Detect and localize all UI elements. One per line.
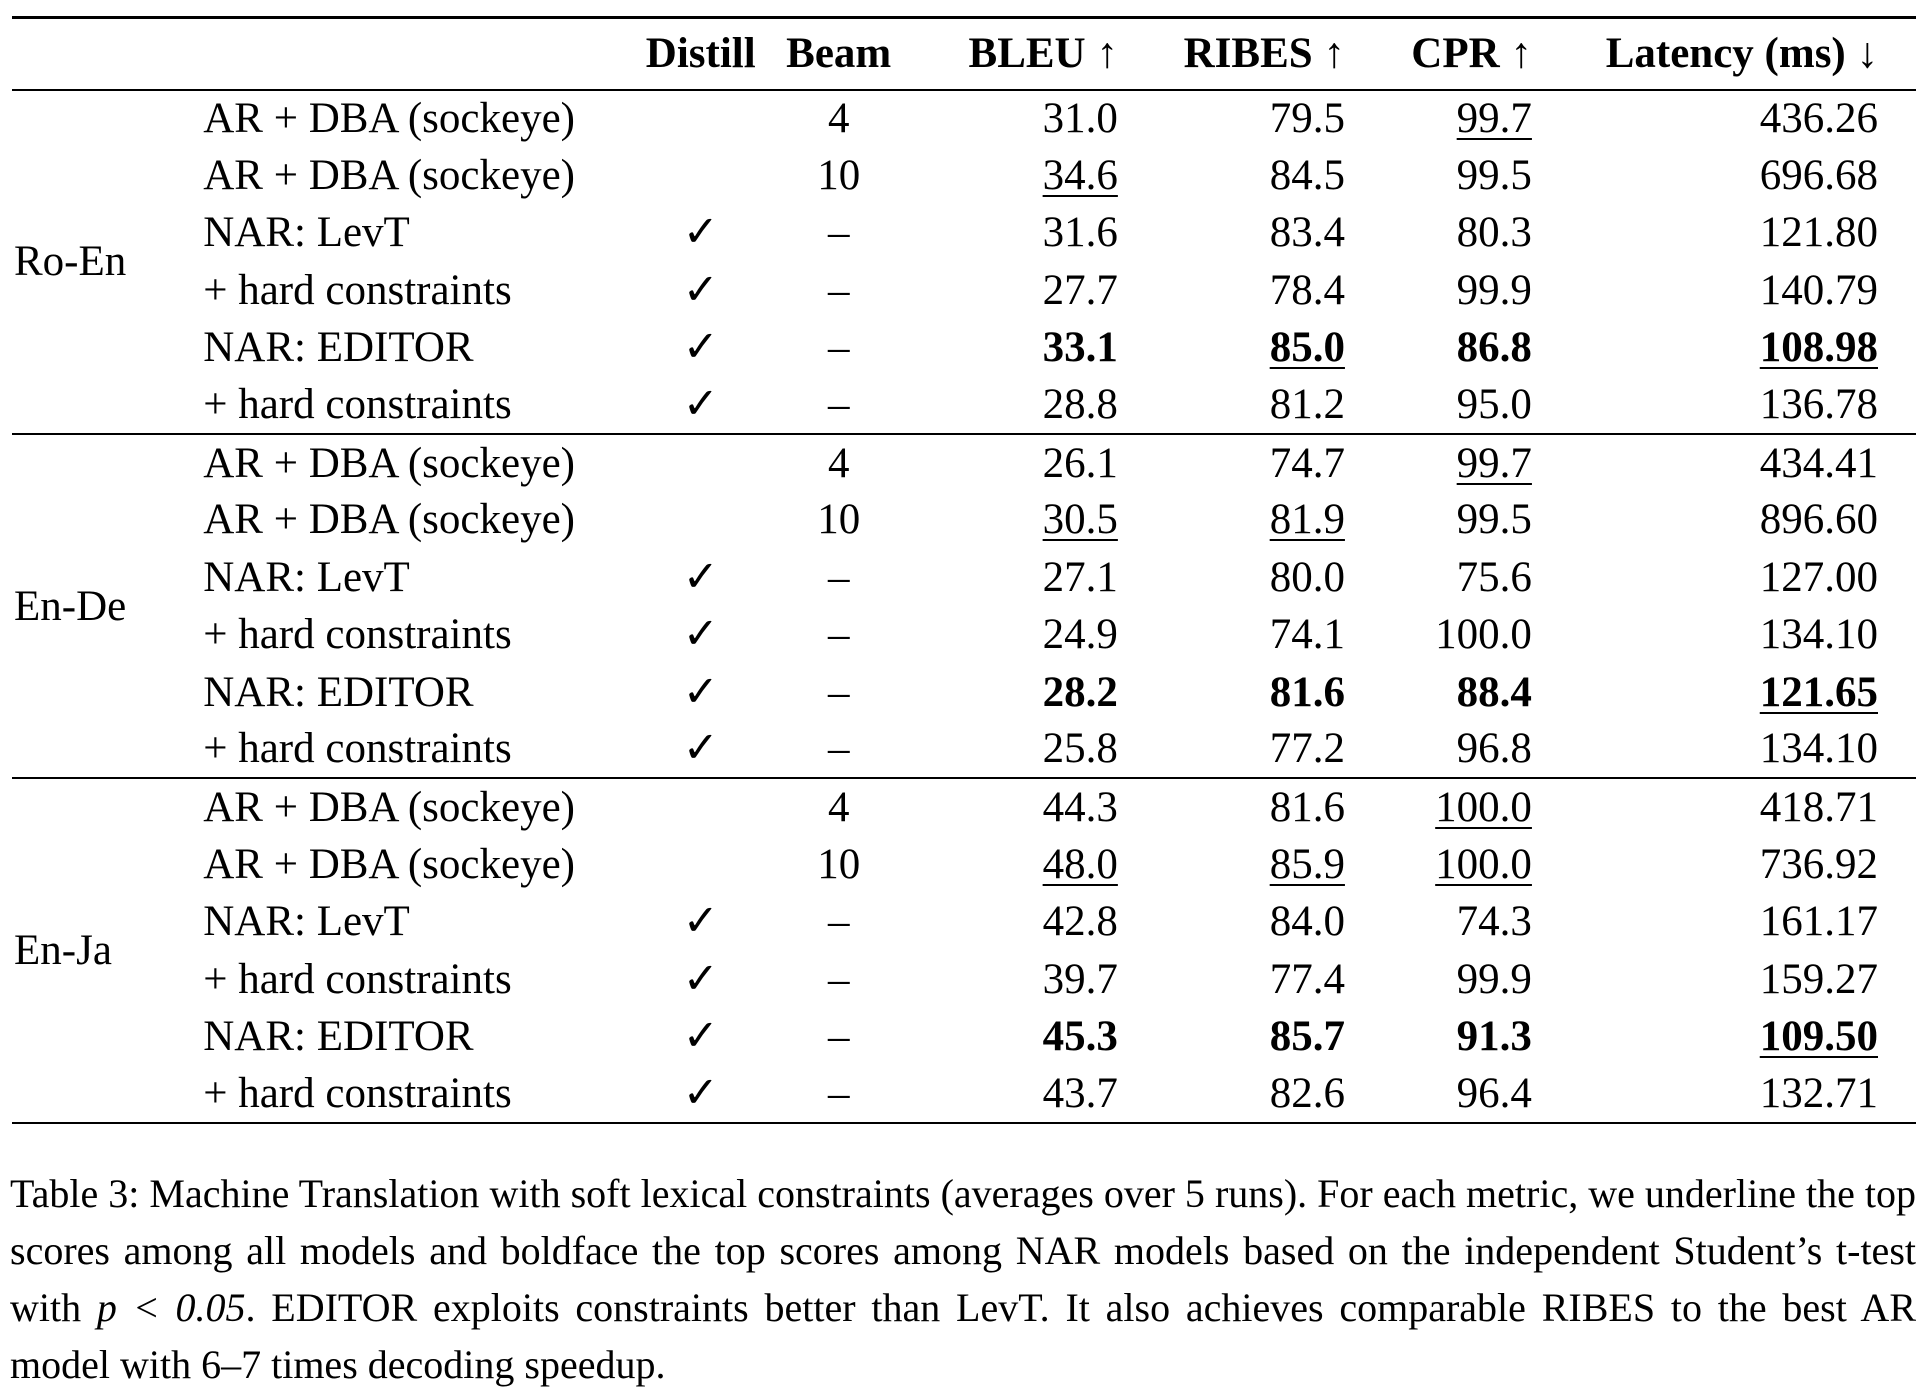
cell-cpr-value: 100.0 (1435, 783, 1532, 831)
cell-ribes (1130, 90, 1357, 147)
cell-model: AR + DBA (sockeye) (203, 439, 575, 487)
cell-latency-value: 896.60 (1759, 496, 1878, 544)
cell-bleu-value: 24.9 (1042, 611, 1118, 659)
cell-beam-value: 4 (827, 783, 850, 831)
cell-beam-value: 10 (817, 496, 861, 544)
cell-beam (764, 376, 913, 433)
cell-ribes-value: 81.6 (1269, 783, 1345, 831)
cell-beam (764, 434, 913, 491)
cell-ribes-value: 85.7 (1269, 1012, 1345, 1060)
header-model (201, 18, 637, 90)
cell-beam-value: – (827, 381, 850, 429)
cell-cpr (1357, 663, 1544, 720)
cell-ribes-value: 77.2 (1269, 725, 1345, 773)
cell-cpr (1357, 1065, 1544, 1122)
cell-ribes-value: 81.9 (1269, 496, 1345, 544)
table-row (12, 90, 1916, 147)
cell-latency (1544, 1008, 1916, 1065)
cell-distill-value: ✓ (682, 1069, 719, 1117)
cell-beam-value: – (827, 209, 850, 257)
cell-ribes-value: 77.4 (1269, 955, 1345, 1003)
cell-beam-value: – (827, 324, 850, 372)
cell-latency (1544, 204, 1916, 261)
cell-distill-value: ✓ (682, 381, 719, 429)
table-group-ro-en (12, 90, 1916, 434)
cell-cpr-value: 99.5 (1456, 496, 1532, 544)
table-row (12, 204, 1916, 261)
table-row (12, 721, 1916, 778)
cell-bleu (913, 1065, 1130, 1122)
cell-beam-value: – (827, 553, 850, 601)
cell-ribes (1130, 1008, 1357, 1065)
cell-distill (637, 491, 764, 548)
cell-bleu (913, 721, 1130, 778)
cell-bleu-value: 27.7 (1042, 266, 1118, 314)
cell-latency-value: 134.10 (1759, 725, 1878, 773)
cell-latency-value: 159.27 (1759, 955, 1878, 1003)
cell-bleu-value: 39.7 (1042, 955, 1118, 1003)
cell-distill-value: ✓ (682, 266, 719, 314)
table-row (12, 1065, 1916, 1122)
cell-beam-value: – (827, 898, 850, 946)
results-table (12, 16, 1916, 1124)
cell-beam (764, 836, 913, 893)
cell-distill-value: ✓ (682, 668, 719, 716)
cell-beam-value: 4 (827, 439, 850, 487)
cell-ribes (1130, 262, 1357, 319)
cell-model: AR + DBA (sockeye) (203, 496, 575, 544)
cell-ribes (1130, 663, 1357, 720)
cell-cpr (1357, 204, 1544, 261)
cell-ribes-value: 80.0 (1269, 553, 1345, 601)
cell-latency-value: 736.92 (1759, 840, 1878, 888)
cell-cpr-value: 91.3 (1456, 1012, 1532, 1060)
cell-latency-value: 140.79 (1759, 266, 1878, 314)
cell-ribes (1130, 1065, 1357, 1122)
cell-beam (764, 204, 913, 261)
language-pair-label: En-De (14, 582, 127, 630)
cell-distill (637, 1065, 764, 1122)
cell-distill (637, 376, 764, 433)
header-beam: Beam (786, 30, 892, 78)
cell-distill-value: ✓ (682, 209, 719, 257)
cell-distill-value: ✓ (682, 898, 719, 946)
table-header (12, 18, 1916, 90)
cell-distill (637, 204, 764, 261)
cell-latency-value: 134.10 (1759, 611, 1878, 659)
cell-beam-value: – (827, 1069, 850, 1117)
cell-beam (764, 778, 913, 835)
cell-beam-value: 10 (817, 840, 861, 888)
header-cpr: CPR ↑ (1411, 30, 1532, 78)
table-caption (10, 1165, 1916, 1393)
cell-bleu (913, 836, 1130, 893)
table-row (12, 778, 1916, 835)
cell-distill (637, 434, 764, 491)
cell-cpr (1357, 376, 1544, 433)
cell-model: + hard constraints (203, 381, 512, 429)
cell-bleu (913, 1008, 1130, 1065)
cell-model: + hard constraints (203, 266, 512, 314)
cell-beam (764, 491, 913, 548)
language-pair-label: En-Ja (14, 926, 112, 974)
cell-cpr (1357, 491, 1544, 548)
cell-bleu-value: 27.1 (1042, 553, 1118, 601)
cell-latency (1544, 950, 1916, 1007)
cell-bleu (913, 434, 1130, 491)
cell-distill-value: ✓ (682, 1012, 719, 1060)
cell-latency (1544, 376, 1916, 433)
cell-beam-value: – (827, 611, 850, 659)
cell-distill (637, 663, 764, 720)
table-row (12, 606, 1916, 663)
table-row (12, 434, 1916, 491)
caption-text-before: Table 3: Machine Translation with soft lexical constraints (averages over 5 runs). For each metric, we underline the top scores among all models and boldface the top scores among NAR models based on the independent Student’s t-test with (10, 1171, 1916, 1330)
cell-beam (764, 262, 913, 319)
cell-latency-value: 108.98 (1759, 324, 1878, 372)
cell-beam (764, 950, 913, 1007)
cell-beam (764, 319, 913, 376)
cell-latency (1544, 262, 1916, 319)
cell-ribes (1130, 434, 1357, 491)
cell-distill (637, 950, 764, 1007)
cell-latency-value: 161.17 (1759, 898, 1878, 946)
cell-distill (637, 893, 764, 950)
cell-model: + hard constraints (203, 1069, 512, 1117)
cell-ribes (1130, 721, 1357, 778)
caption-math: p < 0.05 (96, 1285, 246, 1330)
cell-bleu (913, 491, 1130, 548)
cell-ribes (1130, 376, 1357, 433)
table-row (12, 1008, 1916, 1065)
cell-model: AR + DBA (sockeye) (203, 840, 575, 888)
cell-cpr (1357, 90, 1544, 147)
cell-beam-value: – (827, 668, 850, 716)
cell-bleu (913, 90, 1130, 147)
cell-beam (764, 606, 913, 663)
cell-ribes-value: 84.5 (1269, 152, 1345, 200)
cell-distill-value: ✓ (682, 611, 719, 659)
cell-distill (637, 606, 764, 663)
cell-cpr-value: 99.5 (1456, 152, 1532, 200)
cell-ribes-value: 85.9 (1269, 840, 1345, 888)
cell-bleu-value: 43.7 (1042, 1069, 1118, 1117)
cell-distill (637, 721, 764, 778)
header-language-pair (12, 18, 201, 90)
cell-latency (1544, 778, 1916, 835)
cell-cpr-value: 99.7 (1456, 95, 1532, 143)
cell-latency (1544, 663, 1916, 720)
cell-beam (764, 90, 913, 147)
cell-distill (637, 549, 764, 606)
cell-bleu-value: 28.2 (1042, 668, 1118, 716)
cell-latency (1544, 606, 1916, 663)
cell-cpr (1357, 1008, 1544, 1065)
cell-cpr-value: 99.9 (1456, 955, 1532, 1003)
cell-model: + hard constraints (203, 611, 512, 659)
cell-ribes-value: 78.4 (1269, 266, 1345, 314)
table-row (12, 893, 1916, 950)
cell-model: AR + DBA (sockeye) (203, 152, 575, 200)
cell-beam (764, 147, 913, 204)
cell-cpr (1357, 950, 1544, 1007)
cell-cpr-value: 80.3 (1456, 209, 1532, 257)
cell-latency (1544, 90, 1916, 147)
cell-cpr-value: 88.4 (1456, 668, 1532, 716)
cell-ribes (1130, 950, 1357, 1007)
header-bleu: BLEU ↑ (968, 30, 1118, 78)
cell-distill-value: ✓ (682, 324, 719, 372)
cell-cpr-value: 95.0 (1456, 381, 1532, 429)
cell-distill (637, 90, 764, 147)
cell-bleu (913, 893, 1130, 950)
cell-latency-value: 109.50 (1759, 1012, 1878, 1060)
cell-bleu (913, 204, 1130, 261)
cell-bleu-value: 48.0 (1042, 840, 1118, 888)
cell-cpr (1357, 721, 1544, 778)
cell-bleu-value: 44.3 (1042, 783, 1118, 831)
cell-latency (1544, 721, 1916, 778)
cell-bleu (913, 606, 1130, 663)
cell-bleu (913, 262, 1130, 319)
cell-ribes-value: 79.5 (1269, 95, 1345, 143)
cell-ribes-value: 83.4 (1269, 209, 1345, 257)
cell-latency (1544, 491, 1916, 548)
cell-ribes (1130, 147, 1357, 204)
header-row (12, 18, 1916, 90)
cell-beam-value: – (827, 725, 850, 773)
cell-beam-value: – (827, 1012, 850, 1060)
language-pair-label: Ro-En (14, 238, 127, 286)
cell-latency-value: 434.41 (1759, 439, 1878, 487)
cell-latency (1544, 434, 1916, 491)
cell-ribes (1130, 491, 1357, 548)
cell-latency (1544, 319, 1916, 376)
cell-ribes (1130, 606, 1357, 663)
cell-bleu (913, 950, 1130, 1007)
cell-cpr (1357, 549, 1544, 606)
table-row (12, 262, 1916, 319)
cell-ribes (1130, 319, 1357, 376)
cell-latency-value: 121.65 (1759, 668, 1878, 716)
table-row (12, 491, 1916, 548)
cell-latency-value: 127.00 (1759, 553, 1878, 601)
cell-latency-value: 121.80 (1759, 209, 1878, 257)
table-row (12, 147, 1916, 204)
cell-model: + hard constraints (203, 725, 512, 773)
cell-ribes (1130, 204, 1357, 261)
table-row (12, 319, 1916, 376)
cell-latency-value: 132.71 (1759, 1069, 1878, 1117)
cell-ribes (1130, 778, 1357, 835)
cell-distill (637, 1008, 764, 1065)
cell-model: NAR: EDITOR (203, 324, 474, 372)
header-latency: Latency (ms) ↓ (1605, 30, 1878, 78)
table-row (12, 663, 1916, 720)
cell-distill (637, 147, 764, 204)
cell-bleu-value: 25.8 (1042, 725, 1118, 773)
cell-ribes-value: 74.7 (1269, 439, 1345, 487)
cell-cpr (1357, 434, 1544, 491)
cell-cpr-value: 75.6 (1456, 553, 1532, 601)
cell-distill (637, 836, 764, 893)
cell-cpr-value: 99.9 (1456, 266, 1532, 314)
cell-latency (1544, 893, 1916, 950)
table-group-en-ja (12, 778, 1916, 1122)
cell-cpr (1357, 778, 1544, 835)
cell-model: NAR: LevT (203, 553, 410, 601)
cell-bleu (913, 778, 1130, 835)
cell-latency (1544, 147, 1916, 204)
cell-beam-value: 10 (817, 152, 861, 200)
cell-ribes-value: 81.2 (1269, 381, 1345, 429)
cell-beam-value: – (827, 266, 850, 314)
cell-ribes-value: 74.1 (1269, 611, 1345, 659)
cell-distill (637, 319, 764, 376)
cell-cpr-value: 96.4 (1456, 1069, 1532, 1117)
cell-beam (764, 893, 913, 950)
cell-distill-value: ✓ (682, 725, 719, 773)
cell-cpr (1357, 836, 1544, 893)
cell-bleu-value: 26.1 (1042, 439, 1118, 487)
cell-distill-value: ✓ (682, 955, 719, 1003)
cell-bleu-value: 31.0 (1042, 95, 1118, 143)
cell-model: AR + DBA (sockeye) (203, 783, 575, 831)
cell-bleu (913, 147, 1130, 204)
cell-beam (764, 549, 913, 606)
caption-text-after: . EDITOR exploits constraints better than LevT. It also achieves comparable RIBES to the best AR model with 6–7 times decoding speedup. (10, 1285, 1916, 1387)
cell-cpr (1357, 262, 1544, 319)
cell-bleu (913, 663, 1130, 720)
cell-bleu-value: 31.6 (1042, 209, 1118, 257)
table-row (12, 376, 1916, 433)
table-row (12, 950, 1916, 1007)
cell-bleu (913, 549, 1130, 606)
header-ribes: RIBES ↑ (1183, 30, 1345, 78)
cell-model: NAR: LevT (203, 898, 410, 946)
cell-beam (764, 1065, 913, 1122)
cell-beam (764, 721, 913, 778)
cell-ribes-value: 84.0 (1269, 898, 1345, 946)
cell-distill (637, 778, 764, 835)
cell-ribes (1130, 549, 1357, 606)
cell-distill (637, 262, 764, 319)
cell-latency (1544, 1065, 1916, 1122)
cell-bleu-value: 42.8 (1042, 898, 1118, 946)
cell-latency-value: 436.26 (1759, 95, 1878, 143)
cell-cpr (1357, 893, 1544, 950)
cell-cpr-value: 96.8 (1456, 725, 1532, 773)
table-row (12, 836, 1916, 893)
cell-ribes (1130, 836, 1357, 893)
cell-cpr-value: 99.7 (1456, 439, 1532, 487)
cell-beam (764, 663, 913, 720)
cell-bleu-value: 28.8 (1042, 381, 1118, 429)
cell-bleu-value: 45.3 (1042, 1012, 1118, 1060)
table-group-en-de (12, 434, 1916, 778)
cell-model: + hard constraints (203, 955, 512, 1003)
cell-model: NAR: EDITOR (203, 1012, 474, 1060)
cell-beam-value: – (827, 955, 850, 1003)
cell-cpr (1357, 319, 1544, 376)
cell-cpr-value: 100.0 (1435, 840, 1532, 888)
cell-model: NAR: LevT (203, 209, 410, 257)
cell-latency-value: 418.71 (1759, 783, 1878, 831)
cell-beam-value: 4 (827, 95, 850, 143)
cell-ribes-value: 82.6 (1269, 1069, 1345, 1117)
cell-cpr-value: 86.8 (1456, 324, 1532, 372)
cell-model: AR + DBA (sockeye) (203, 95, 575, 143)
cell-distill-value: ✓ (682, 553, 719, 601)
cell-cpr-value: 100.0 (1435, 611, 1532, 659)
cell-ribes-value: 81.6 (1269, 668, 1345, 716)
cell-model: NAR: EDITOR (203, 668, 474, 716)
cell-bleu-value: 33.1 (1042, 324, 1118, 372)
cell-bleu (913, 376, 1130, 433)
cell-latency-value: 136.78 (1759, 381, 1878, 429)
cell-bleu (913, 319, 1130, 376)
cell-cpr-value: 74.3 (1456, 898, 1532, 946)
cell-ribes-value: 85.0 (1269, 324, 1345, 372)
table-row (12, 549, 1916, 606)
cell-beam (764, 1008, 913, 1065)
cell-cpr (1357, 606, 1544, 663)
cell-bleu-value: 30.5 (1042, 496, 1118, 544)
cell-latency (1544, 549, 1916, 606)
header-distill: Distill (645, 30, 756, 78)
cell-ribes (1130, 893, 1357, 950)
cell-cpr (1357, 147, 1544, 204)
cell-latency-value: 696.68 (1759, 152, 1878, 200)
cell-bleu-value: 34.6 (1042, 152, 1118, 200)
cell-latency (1544, 836, 1916, 893)
